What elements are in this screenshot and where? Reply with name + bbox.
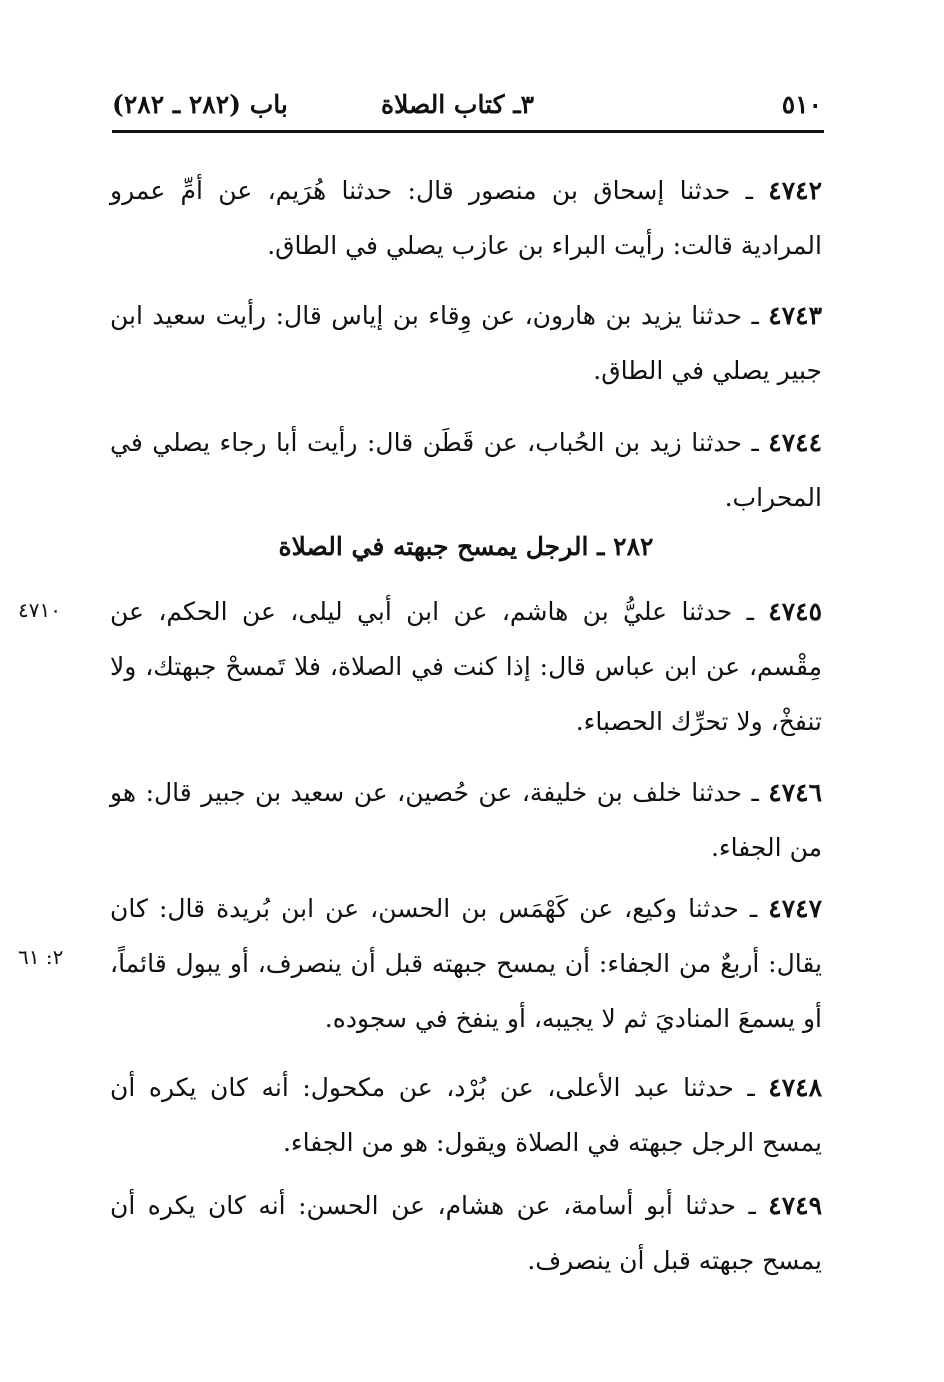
separator: ـ [741, 301, 769, 330]
separator: ـ [732, 597, 769, 626]
separator: ـ [730, 176, 769, 205]
book-title: ٣ـ كتاب الصلاة [380, 90, 534, 119]
separator: ـ [741, 428, 769, 457]
hadith-number: ٤٧٤٢ [768, 176, 822, 205]
page-number: ٥١٠ [781, 90, 822, 119]
hadith-text: حدثنا وكيع، عن كَهْمَس بن الحسن، عن ابن بُريدة قال: كان يقال: أربعٌ من الجفاء: أن يمسح جبهته قبل أن ينصرف، أو يبول قائماً، أو يسمعَ المناديَ ثم لا يجيبه، أو ينفخ في سجوده. [110, 894, 822, 1033]
chapter-range: باب (٢٨٢ ـ ٢٨٢) [112, 90, 288, 119]
separator: ـ [735, 1191, 769, 1220]
separator: ـ [733, 1073, 769, 1102]
hadith-number: ٤٧٤٥ [768, 597, 822, 626]
hadith-entry [110, 765, 822, 875]
hadith-text: حدثنا يزيد بن هارون، عن وِقاء بن إياس قال: رأيت سعيد ابن جبير يصلي في الطاق. [110, 301, 822, 385]
hadith-entry [110, 1178, 822, 1288]
hadith-number: ٤٧٤٨ [768, 1073, 823, 1102]
hadith-number: ٤٧٤٧ [768, 894, 822, 923]
hadith-text: حدثنا عليُّ بن هاشم، عن ابن أبي ليلى، عن الحكم، عن مِقْسم، عن ابن عباس قال: إذا كنت في الصلاة، فلا تَمسحْ جبهتك، ولا تنفخْ، ولا تحرِّك الحصباء. [110, 597, 822, 736]
section-heading: ٢٨٢ ـ الرجل يمسح جبهته في الصلاة [278, 532, 654, 561]
hadith-entry [110, 584, 822, 749]
hadith-text: حدثنا أبو أسامة، عن هشام، عن الحسن: أنه كان يكره أن يمسح جبهته قبل أن ينصرف. [110, 1191, 822, 1275]
margin-reference: ٢: ٦١ [18, 945, 64, 969]
hadith-number: ٤٧٤٩ [768, 1191, 822, 1220]
hadith-entry [110, 163, 822, 273]
margin-reference: ٤٧١٠ [18, 598, 61, 622]
hadith-number: ٤٧٤٣ [768, 301, 822, 330]
separator: ـ [741, 778, 769, 807]
hadith-number: ٤٧٤٦ [768, 778, 823, 807]
hadith-entry [110, 881, 822, 1046]
hadith-entry [110, 288, 822, 398]
hadith-text: حدثنا خلف بن خليفة، عن حُصين، عن سعيد بن جبير قال: هو من الجفاء. [110, 778, 822, 862]
hadith-text: حدثنا إسحاق بن منصور قال: حدثنا هُرَيم، عن أمِّ عمرو المرادية قالت: رأيت البراء بن عازب يصلي في الطاق. [110, 176, 822, 260]
hadith-number: ٤٧٤٤ [768, 428, 823, 457]
hadith-text: حدثنا زيد بن الحُباب، عن قَطَن قال: رأيت أبا رجاء يصلي في المحراب. [110, 428, 822, 512]
hadith-entry [110, 1060, 822, 1170]
hadith-entry [110, 415, 822, 525]
running-header [112, 88, 824, 133]
separator: ـ [738, 894, 769, 923]
hadith-text: حدثنا عبد الأعلى، عن بُرْد، عن مكحول: أنه كان يكره أن يمسح الرجل جبهته في الصلاة ويقول: هو من الجفاء. [110, 1073, 822, 1157]
